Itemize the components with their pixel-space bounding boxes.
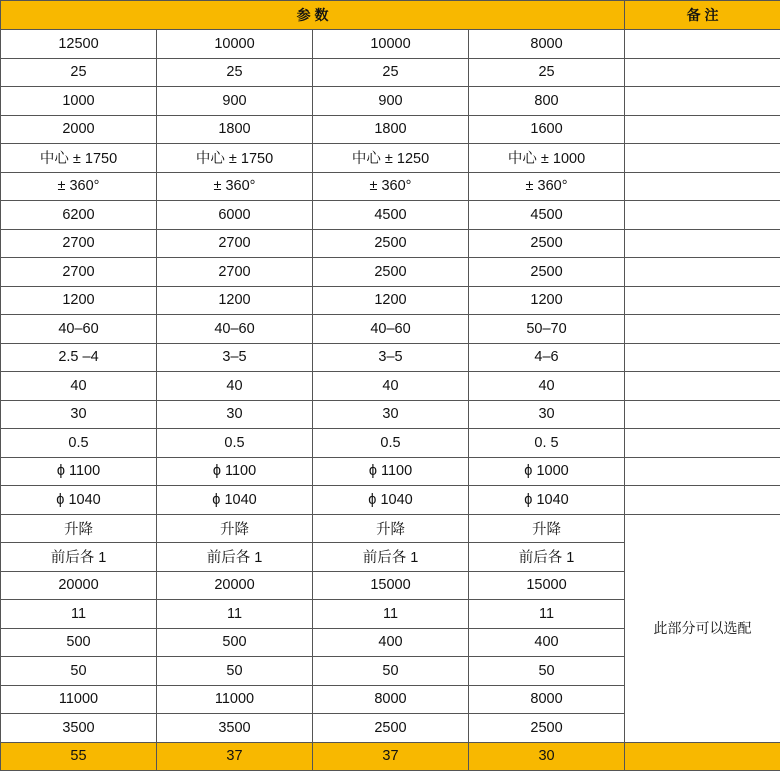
table-cell: ± 360° [313,172,469,201]
table-cell: 11000 [1,685,157,714]
table-cell: 500 [1,628,157,657]
table-cell: 30 [157,400,313,429]
table-body [1,30,780,743]
footer-cell: 37 [157,742,313,770]
note-cell [625,144,780,173]
table-row [1,286,780,315]
table-cell: 8000 [469,30,625,59]
note-cell [625,30,780,59]
table-footer [1,742,780,770]
table-cell: 2500 [313,229,469,258]
table-cell: 25 [313,58,469,87]
table-row [1,201,780,230]
table-row [1,144,780,173]
table-cell: 40 [157,372,313,401]
table-cell: 30 [313,400,469,429]
table-cell: 10000 [157,30,313,59]
table-row [1,115,780,144]
table-cell: 30 [469,400,625,429]
table-cell: 20000 [157,571,313,600]
table-row [1,30,780,59]
table-cell: 前后各 1 [313,543,469,572]
table-cell: 2700 [157,229,313,258]
table-cell: 0.5 [1,429,157,458]
note-cell [625,486,780,515]
table-cell: 11 [1,600,157,629]
table-cell: 1600 [469,115,625,144]
note-cell [625,372,780,401]
table-cell: 4500 [469,201,625,230]
table-cell: 25 [469,58,625,87]
table-row [1,372,780,401]
table-cell: 50 [157,657,313,686]
table-row [1,172,780,201]
table-cell: 8000 [469,685,625,714]
note-cell [625,58,780,87]
table-cell: ϕ 1040 [157,486,313,515]
table-cell: 1200 [157,286,313,315]
table-cell: 0.5 [157,429,313,458]
table-cell: 20000 [1,571,157,600]
table-cell: 2700 [157,258,313,287]
note-cell [625,400,780,429]
params-header: 参 数 [1,1,625,30]
table-cell: ϕ 1040 [1,486,157,515]
table-cell: 3500 [1,714,157,743]
table-cell: 中心 ± 1000 [469,144,625,173]
table-cell: 中心 ± 1750 [157,144,313,173]
note-cell [625,343,780,372]
table-cell: 2500 [469,229,625,258]
table-cell: 2.5 –4 [1,343,157,372]
table-cell: 升降 [157,514,313,543]
table-cell: ϕ 1000 [469,457,625,486]
note-cell [625,457,780,486]
table-cell: 0.5 [313,429,469,458]
table-cell: 前后各 1 [469,543,625,572]
table-cell: 8000 [313,685,469,714]
table-row [1,258,780,287]
table-cell: 2500 [313,714,469,743]
table-cell: 900 [157,87,313,116]
table-cell: 500 [157,628,313,657]
table-cell: 40–60 [313,315,469,344]
table-cell: 30 [1,400,157,429]
table-cell: 1200 [469,286,625,315]
table-cell: ϕ 1100 [157,457,313,486]
optional-note-cell: 此部分可以选配 [625,514,780,742]
table-cell: 800 [469,87,625,116]
table-cell: ϕ 1040 [313,486,469,515]
table-cell: ± 360° [157,172,313,201]
table-cell: 1000 [1,87,157,116]
table-row [1,343,780,372]
table-cell: ϕ 1100 [313,457,469,486]
footer-note-cell [625,742,780,770]
note-cell [625,286,780,315]
table-header [1,1,780,30]
table-cell: 前后各 1 [157,543,313,572]
table-cell: 50–70 [469,315,625,344]
table-cell: 2500 [313,258,469,287]
table-cell: 12500 [1,30,157,59]
table-cell: 4–6 [469,343,625,372]
table-cell: 15000 [313,571,469,600]
table-row [1,400,780,429]
table-row [1,457,780,486]
table-row [1,514,780,543]
table-cell: 1200 [1,286,157,315]
note-cell [625,429,780,458]
table-cell: 25 [157,58,313,87]
table-cell: 2000 [1,115,157,144]
table-cell: 10000 [313,30,469,59]
note-cell [625,87,780,116]
note-cell [625,315,780,344]
table-cell: 0. 5 [469,429,625,458]
table-cell: 升降 [313,514,469,543]
table-cell: 40 [313,372,469,401]
table-cell: 25 [1,58,157,87]
table-cell: 11 [313,600,469,629]
table-cell: ϕ 1040 [469,486,625,515]
footer-cell: 55 [1,742,157,770]
table-cell: 6200 [1,201,157,230]
table-row [1,229,780,258]
table-row [1,429,780,458]
table-cell: 3–5 [313,343,469,372]
table-cell: 50 [1,657,157,686]
header-row [1,1,780,30]
table-cell: 15000 [469,571,625,600]
table-cell: 50 [469,657,625,686]
table-cell: 4500 [313,201,469,230]
table-cell: 3–5 [157,343,313,372]
table-cell: 3500 [157,714,313,743]
table-cell: ± 360° [1,172,157,201]
note-cell [625,258,780,287]
table-cell: 2700 [1,229,157,258]
table-cell: 900 [313,87,469,116]
table-cell: 40 [1,372,157,401]
table-row [1,58,780,87]
notes-header: 备 注 [625,1,780,30]
table-cell: 1800 [157,115,313,144]
table-row [1,87,780,116]
table-cell: 400 [313,628,469,657]
table-cell: 11 [157,600,313,629]
table-cell: 40–60 [157,315,313,344]
table-cell: ± 360° [469,172,625,201]
footer-row [1,742,780,770]
table-cell: 升降 [469,514,625,543]
note-cell [625,172,780,201]
table-cell: 中心 ± 1750 [1,144,157,173]
table-cell: 400 [469,628,625,657]
table-cell: 中心 ± 1250 [313,144,469,173]
table-cell: 50 [313,657,469,686]
table-row [1,315,780,344]
table-cell: 11000 [157,685,313,714]
table-cell: 1800 [313,115,469,144]
table-cell: 2500 [469,714,625,743]
table-cell: 前后各 1 [1,543,157,572]
footer-cell: 37 [313,742,469,770]
note-cell [625,115,780,144]
footer-cell: 30 [469,742,625,770]
table-cell: 40–60 [1,315,157,344]
table-cell: 2500 [469,258,625,287]
note-cell [625,201,780,230]
table-cell: 1200 [313,286,469,315]
table-cell: 11 [469,600,625,629]
table-cell: 6000 [157,201,313,230]
note-cell [625,229,780,258]
table-cell: 40 [469,372,625,401]
table-cell: 2700 [1,258,157,287]
table-cell: ϕ 1100 [1,457,157,486]
table-cell: 升降 [1,514,157,543]
table-row [1,486,780,515]
